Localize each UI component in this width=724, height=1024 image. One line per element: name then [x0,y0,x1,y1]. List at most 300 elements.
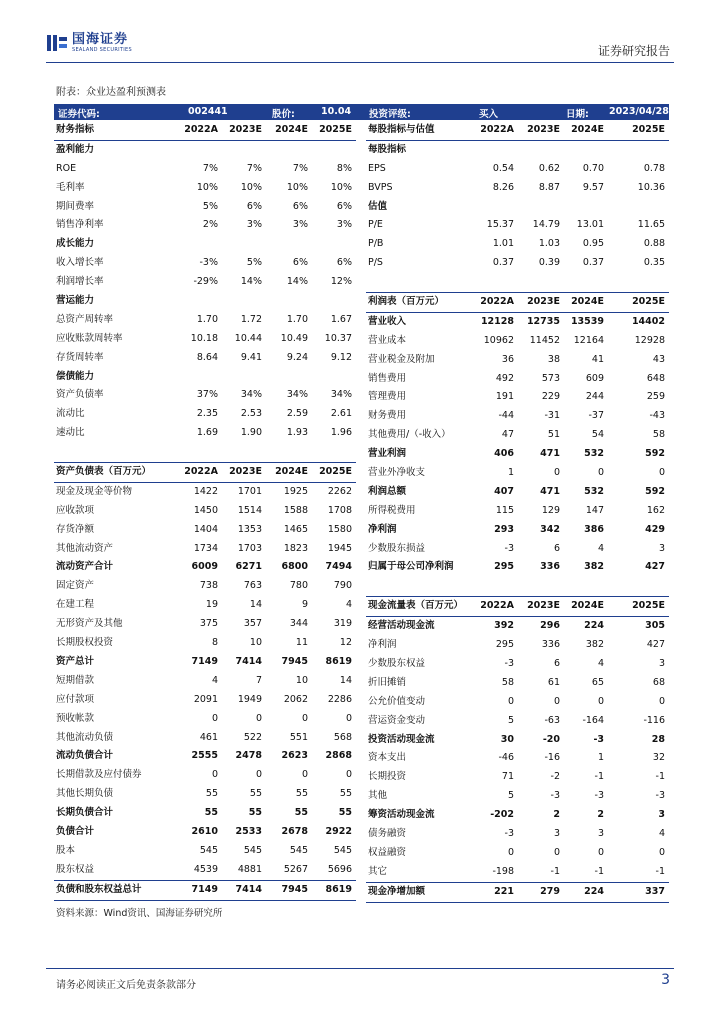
row-value: 4 [211,674,218,686]
table-row [54,254,356,273]
row-value: 1.96 [330,427,352,439]
row-value: 38 [547,353,560,365]
row-value: 305 [645,620,665,632]
table-row [54,521,356,540]
row-value: 7 [255,674,262,686]
row-label: 投资活动现金流 [368,733,435,745]
row-value: 551 [289,731,308,743]
row-label: 资产总计 [56,655,95,667]
table-row [366,844,669,863]
row-label: 负债合计 [56,825,95,837]
row-value: 37% [196,389,218,401]
table-row [54,785,356,804]
table-row [366,636,669,655]
row-value: 392 [494,620,514,632]
row-value: 244 [585,391,604,403]
row-value: 592 [645,485,665,497]
row-value: 8 [211,637,218,649]
row-value: 10.49 [280,332,308,344]
table-row [366,273,669,292]
logo-name-cn: 国海证券 [72,32,129,47]
row-value: 259 [646,391,665,403]
row-label: 资本支出 [368,752,407,764]
row-value: 2.35 [196,408,218,420]
row-label: 权益融资 [368,846,407,858]
row-label: 利润增长率 [56,276,104,288]
row-value: 2062 [283,693,308,705]
row-value: 0.37 [582,257,604,269]
row-value: 2.61 [330,408,352,420]
row-value: 61 [547,676,560,688]
row-label: 应付款项 [56,693,95,705]
row-value: 1.03 [538,238,560,250]
row-value: 30 [500,733,514,745]
row-value: 2.59 [286,408,308,420]
table-row [366,445,669,464]
row-value: 2025E [632,124,665,135]
row-value: 6% [246,200,262,212]
left-financial-table [54,121,356,901]
table-row [54,861,356,880]
row-value: -1 [655,771,665,783]
table-row [54,880,356,901]
row-value: 471 [540,448,560,460]
row-value: 2.53 [240,408,262,420]
row-value: 295 [495,639,514,651]
row-value: -43 [649,410,665,422]
row-value: 5% [246,257,262,269]
row-value: 47 [501,429,514,441]
row-label: 其他流动负债 [56,731,114,743]
row-value: -3 [504,542,514,554]
table-row [54,653,356,672]
row-label: 销售费用 [368,372,407,384]
row-value: 4539 [193,863,218,875]
row-label: 长期借款及应付债券 [56,769,142,781]
row-value: 10% [196,181,218,193]
row-value: 9.12 [330,351,352,363]
row-value: 2262 [327,485,352,497]
row-label: 短期借款 [56,674,95,686]
row-value: 4 [597,657,604,669]
row-value: 2023E [527,296,560,308]
row-label: 股东权益 [56,863,95,875]
table-row [54,405,356,424]
row-value: 1.70 [196,313,218,325]
row-value: 2023E [229,466,262,478]
row-value: 0 [255,712,262,724]
table-row [366,426,669,445]
row-value: 6800 [281,561,308,573]
row-value: 14.79 [532,219,560,231]
row-value: 1925 [283,485,308,497]
row-label: 其他流动资产 [56,542,114,554]
row-value: 336 [541,639,560,651]
table-row [366,351,669,370]
row-label: 营业税金及附加 [368,353,435,365]
row-value: 648 [646,372,665,384]
row-value: 2024E [571,124,604,135]
table-row [54,615,356,634]
row-value: 10% [240,181,262,193]
row-value: 224 [584,885,604,897]
row-value: 1.69 [196,427,218,439]
row-label: 销售净利率 [56,219,104,231]
row-label: 偿债能力 [56,370,95,382]
row-label: 速动比 [56,427,85,439]
row-value: 0.54 [492,162,514,174]
table-row [54,235,356,254]
rating-value: 买入 [479,109,499,120]
row-value: 319 [333,618,352,630]
row-value: 0.70 [582,162,604,174]
row-value: 1404 [193,523,218,535]
row-value: 229 [541,391,560,403]
row-value: 7414 [235,883,262,895]
row-value: 54 [591,429,604,441]
row-value: -46 [498,752,514,764]
row-label: 收入增长率 [56,257,104,269]
table-row [54,216,356,235]
row-value: 2 [597,809,604,821]
row-value: 429 [645,523,665,535]
row-value: 129 [541,504,560,516]
row-value: -116 [643,714,665,726]
row-value: 545 [243,844,262,856]
row-value: 407 [494,485,514,497]
row-label: P/E [368,219,383,231]
row-value: 15.37 [486,219,514,231]
row-value: -198 [492,865,514,877]
row-value: 55 [205,788,218,800]
row-value: 147 [585,504,604,516]
row-label: 股本 [56,844,76,856]
row-value: 609 [585,372,604,384]
right-financial-table [366,121,669,903]
row-label: 管理费用 [368,391,407,403]
row-value: 0 [345,712,352,724]
row-value: -29% [193,276,218,288]
row-value: 55 [204,807,218,819]
row-value: 7945 [281,655,308,667]
table-row [366,806,669,825]
row-value: 7149 [191,655,218,667]
row-value: 7% [246,162,262,174]
row-value: 0 [597,695,604,707]
row-value: 3% [246,219,262,231]
row-value: 0.95 [582,238,604,250]
row-label: 其他 [368,790,388,802]
row-value: 11452 [529,334,560,346]
row-value: 382 [585,639,604,651]
row-value: -63 [544,714,560,726]
row-label: 净利润 [368,523,397,535]
row-label: 少数股东权益 [368,657,426,669]
row-value: 0 [507,695,514,707]
row-label: 现金及现金等价物 [56,485,133,497]
price-label: 股价: [272,109,295,120]
row-value: 58 [652,429,665,441]
row-value: 2022A [184,466,218,478]
report-type: 证券研究报告 [597,44,670,58]
row-value: 11 [295,637,308,649]
row-value: 58 [501,676,514,688]
row-label: 营业成本 [368,334,407,346]
row-value: 28 [651,733,665,745]
table-row [54,634,356,653]
row-value: 0.88 [643,238,665,250]
row-value: 357 [243,618,262,630]
row-value: 0 [658,695,665,707]
row-value: 6009 [191,561,218,573]
footer-disclaimer: 请务必阅读正文后免责条款部分 [56,980,196,991]
row-value: 427 [646,639,665,651]
row-value: 191 [495,391,514,403]
row-value: 461 [199,731,218,743]
row-value: -37 [588,410,604,422]
row-label: 营运能力 [56,295,95,307]
row-value: 2025E [319,124,352,135]
table-row [54,540,356,559]
row-value: -3 [593,733,604,745]
row-value: -202 [490,809,514,821]
row-label: BVPS [368,181,393,193]
row-value: 55 [249,788,262,800]
row-label: 存货周转率 [56,351,104,363]
row-value: 10% [286,181,308,193]
row-value: 4 [345,599,352,611]
row-label: 负债和股东权益总计 [56,883,142,895]
row-value: 5% [202,200,218,212]
row-value: 2025E [319,466,352,478]
row-value: 65 [591,676,604,688]
row-value: 6% [336,257,352,269]
table-row [54,672,356,691]
row-value: 7414 [235,655,262,667]
row-value: -1 [594,865,604,877]
row-value: 3% [292,219,308,231]
row-label: 利润表（百万元） [368,296,445,308]
table-row [366,863,669,882]
row-value: 43 [652,353,665,365]
table-row [366,540,669,559]
table-row [366,313,669,332]
table-row [366,370,669,389]
row-value: 2286 [327,693,352,705]
row-value: 2% [202,219,218,231]
row-value: 471 [540,485,560,497]
row-value: 2091 [193,693,218,705]
row-value: 14402 [631,315,665,327]
row-value: 34% [240,389,262,401]
row-value: 2023E [527,600,560,612]
row-label: 存货净额 [56,523,95,535]
row-value: 1 [507,467,514,479]
row-value: 9.41 [240,351,262,363]
row-label: 债务融资 [368,827,407,839]
table-row [54,691,356,710]
table-row [54,141,356,160]
table-row [366,160,669,179]
table-row [366,198,669,217]
row-value: 5696 [327,863,352,875]
row-label: 期间费率 [56,200,95,212]
row-value: 1 [597,752,604,764]
row-value: 1703 [237,542,262,554]
row-value: 790 [333,580,352,592]
row-value: 12 [339,637,352,649]
row-value: 2023E [527,124,560,135]
table-row [54,558,356,577]
table-row [54,747,356,766]
row-value: 1708 [327,504,352,516]
company-logo [46,33,132,53]
row-value: 6 [553,657,560,669]
row-value: 337 [645,885,665,897]
row-label: 筹资活动现金流 [368,809,435,821]
row-value: 36 [501,353,514,365]
table-row [54,349,356,368]
table-title: 附表：众业达盈利预测表 [56,87,166,98]
row-value: -1 [594,771,604,783]
row-value: 55 [294,807,308,819]
row-label: 现金流量表（百万元） [368,600,464,612]
row-label: 应收账款周转率 [56,332,123,344]
row-label: 其它 [368,865,388,877]
row-value: 2610 [191,825,218,837]
row-value: 2022A [480,124,514,135]
table-row [54,179,356,198]
table-row [366,596,669,617]
row-value: 55 [295,788,308,800]
table-row [366,407,669,426]
table-row [54,462,356,483]
row-value: 2533 [235,825,262,837]
row-value: 55 [338,807,352,819]
row-label: 固定资产 [56,580,95,592]
row-value: 5267 [283,863,308,875]
row-label: 利润总额 [368,485,407,497]
row-value: 13539 [570,315,604,327]
row-value: 115 [495,504,514,516]
table-row [366,674,669,693]
row-value: -3% [199,257,218,269]
row-value: 545 [289,844,308,856]
header-divider [46,62,674,63]
row-label: 所得税费用 [368,504,416,516]
row-value: 8.26 [492,181,514,193]
row-value: 344 [289,618,308,630]
row-value: 10.37 [324,332,352,344]
table-row [54,842,356,861]
row-label: 少数股东损益 [368,542,426,554]
row-value: 0 [211,712,218,724]
row-value: 3% [336,219,352,231]
table-row [54,577,356,596]
table-row [366,617,669,636]
table-row [366,787,669,806]
stock-code-value: 002441 [188,106,228,117]
row-value: 0 [553,846,560,858]
row-value: 4881 [237,863,262,875]
table-row [54,386,356,405]
row-value: 1949 [237,693,262,705]
row-value: 2478 [235,750,262,762]
row-value: 0 [658,467,665,479]
row-value: 1588 [283,504,308,516]
row-value: 532 [584,448,604,460]
row-value: 763 [243,580,262,592]
logo-mark-icon [46,33,68,53]
row-value: 532 [584,485,604,497]
row-value: 0 [658,846,665,858]
row-value: 71 [501,771,514,783]
row-value: 1450 [193,504,218,516]
row-value: 738 [199,580,218,592]
row-value: 10.18 [190,332,218,344]
row-label: 营业外净收支 [368,467,426,479]
table-row [366,731,669,750]
table-row [366,235,669,254]
row-value: 1734 [193,542,218,554]
row-value: 0 [597,467,604,479]
row-value: 592 [645,448,665,460]
row-value: -2 [550,771,560,783]
row-value: 1823 [283,542,308,554]
row-value: 2024E [275,466,308,478]
table-row [366,388,669,407]
row-value: -16 [544,752,560,764]
row-label: 每股指标与估值 [368,124,435,135]
row-value: 12928 [634,334,665,346]
row-value: 4 [658,827,665,839]
row-label: 流动负债合计 [56,750,114,762]
row-value: 34% [330,389,352,401]
row-value: 55 [339,788,352,800]
row-value: 0 [553,467,560,479]
table-row [54,292,356,311]
row-value: 1514 [237,504,262,516]
table-row [366,521,669,540]
table-row [366,464,669,483]
row-label: 资产负债表（百万元） [56,466,152,478]
row-value: 1580 [327,523,352,535]
row-value: 14% [240,276,262,288]
row-value: 2 [553,809,560,821]
table-row [366,121,669,141]
row-value: 1.90 [240,427,262,439]
row-label: 公允价值变动 [368,695,426,707]
table-row [366,577,669,596]
row-value: 1.01 [492,238,514,250]
page-number: 3 [661,972,670,988]
row-value: 780 [289,580,308,592]
table-row [366,179,669,198]
row-label: 营运资金变动 [368,714,426,726]
table-row [366,216,669,235]
table-row [366,502,669,521]
row-value: 3 [658,657,665,669]
row-value: 342 [540,523,560,535]
row-label: 净利润 [368,639,397,651]
row-value: 1465 [283,523,308,535]
row-value: 68 [652,676,665,688]
row-value: 2022A [184,124,218,135]
row-value: 2678 [281,825,308,837]
row-value: 2024E [275,124,308,135]
row-value: 2555 [191,750,218,762]
footer-divider [46,968,674,969]
